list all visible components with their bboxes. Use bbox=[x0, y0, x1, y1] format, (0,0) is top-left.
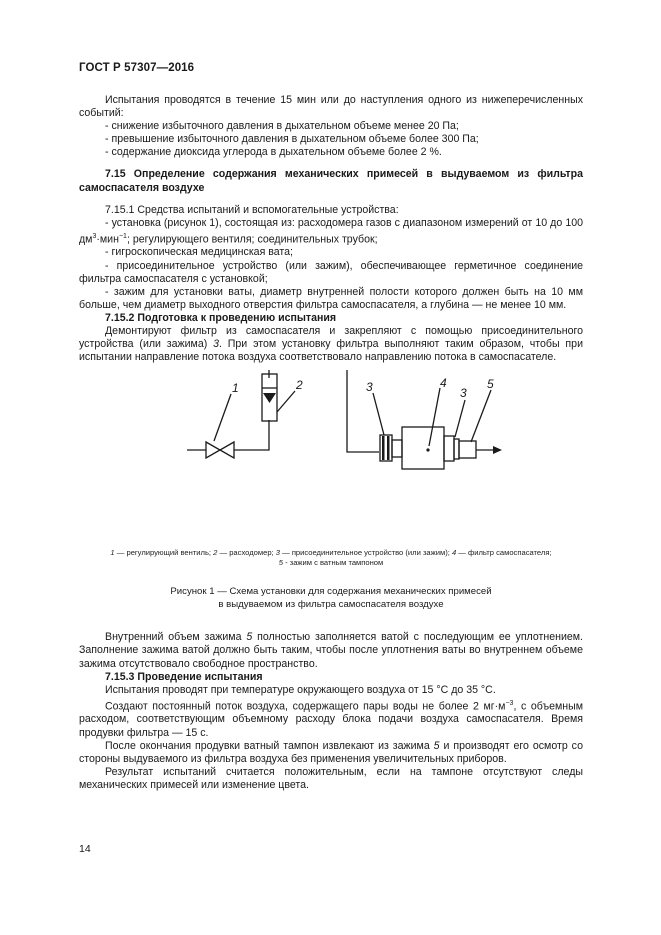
diagram-label-3b: 3 bbox=[460, 386, 467, 401]
paragraph-test-temperature: Испытания проводят при температуре окружающего воздуха от 15 °С до 35 °С. bbox=[105, 683, 496, 696]
schematic-svg bbox=[79, 370, 583, 546]
pipe-segment bbox=[269, 370, 379, 452]
section-heading-7-15-3: 7.15.3 Проведение испытания bbox=[105, 670, 263, 683]
document-body bbox=[79, 94, 583, 792]
paragraph-clamp-volume: Внутренний объем зажима 5 полностью заполняется ватой с последующим ее уплотнением. Заполнение зажима ватой должно быть таким, чтобы после уплотнения ваты во внутреннем объеме зажима отсутствовало свободное пространство. bbox=[79, 631, 584, 670]
diagram-label-1: 1 bbox=[232, 381, 239, 396]
pipe-segment bbox=[234, 420, 269, 450]
intro-paragraph: Испытания проводятся в течение 15 мин или до наступления одного из нижеперечисленных событий: bbox=[79, 94, 583, 120]
equipment-item: - зажим для установки ваты, диаметр внутренней полости которого должен быть на 10 мм больше, чем диаметр выходного отверстия фильтра самоспасателя, а глубина — не менее 10 мм. bbox=[79, 285, 583, 311]
paragraph-7-15-2: Демонтируют фильтр из самоспасателя и закрепляют с помощью присоединительного устройства (или зажима) 3. При этом установку фильтра выполняют таким образом, чтобы при испытании направление потока воздуха соответствовало направлению потока в самоспасателе. bbox=[79, 325, 583, 364]
document-header: ГОСТ Р 57307—2016 bbox=[79, 62, 195, 74]
filter-icon bbox=[402, 427, 444, 469]
figure-caption: Рисунок 1 — Схема установки для содержания механических примесей в выдуваемом из фильтра самоспасателя воздухе bbox=[170, 586, 492, 610]
paragraph-inspection: После окончания продувки ватный тампон извлекают из зажима 5 и производят его осмотр со стороны выдуваемого из фильтра воздуха без применения увеличительных приборов. bbox=[79, 739, 583, 765]
list-item: - содержание диоксида углерода в дыхательном объеме более 2 %. bbox=[105, 146, 442, 159]
paragraph-result: Результат испытаний считается положительным, если на тампоне отсутствуют следы механических примесей или изменение цвета. bbox=[79, 765, 583, 791]
list-item: - превышение избыточного давления в дыхательном объеме более 300 Па; bbox=[105, 133, 479, 146]
paragraph-air-flow: Создают постоянный поток воздуха, содержащего пары воды не более 2 $мг\cdot м^{-3}$, с объемным расходом, соответствующим объемному расходу блока подачи воздуха самоспасателя. Время продувки фильтра — 15 с. bbox=[79, 699, 584, 739]
diagram-label-4: 4 bbox=[440, 376, 447, 391]
figure-1-diagram bbox=[79, 370, 583, 546]
flow-arrow-icon bbox=[493, 446, 502, 454]
section-heading-7-15: 7.15 Определение содержания механических примесей в выдуваемом из фильтра самоспасателя воздухе bbox=[79, 168, 583, 194]
diagram-label-2: 2 bbox=[296, 378, 303, 393]
list-item: - снижение избыточного давления в дыхательном объеме менее 20 Па; bbox=[105, 120, 459, 133]
clamp-connector-icon bbox=[454, 439, 459, 459]
figure-legend: 1 — регулирующий вентиль; 2 — расходомер; 3 — присоединительное устройство (или зажим); 4 — фильтр самоспасателя; 5 - зажим с ватным тампоном bbox=[110, 548, 552, 568]
valve-icon-half bbox=[220, 442, 234, 458]
diagram-label-3: 3 bbox=[366, 380, 373, 395]
connector-icon bbox=[380, 435, 392, 461]
section-heading-7-15-2: 7.15.2 Подготовка к проведению испытания bbox=[105, 311, 337, 324]
equipment-item: - установка (рисунок 1), состоящая из: расходомера газов с диапазоном измерений от 10 до 100 $дм^3\cdot мин^{-1}$; регулирующего вентиля; соединительных трубок; bbox=[79, 216, 583, 246]
flowmeter-float-icon bbox=[263, 393, 276, 403]
diagram-label-5: 5 bbox=[487, 377, 494, 392]
clamp-icon bbox=[459, 441, 476, 458]
valve-icon bbox=[206, 442, 220, 458]
equipment-item: - гигроскопическая медицинская вата; bbox=[105, 246, 293, 259]
equipment-item: - присоединительное устройство (или зажим), обеспечивающее герметичное соединение фильтра самоспасателя с установкой; bbox=[79, 259, 583, 285]
paragraph-7-15-1: 7.15.1 Средства испытаний и вспомогательные устройства: bbox=[105, 203, 399, 216]
page-number: 14 bbox=[79, 843, 91, 855]
